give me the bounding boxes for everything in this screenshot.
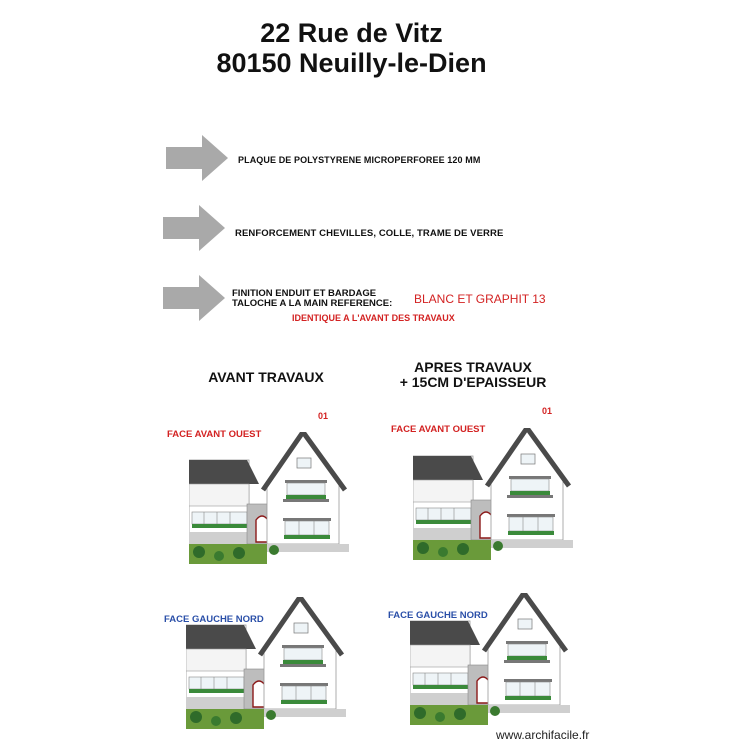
face-left-north-label-before: FACE GAUCHE NORD bbox=[164, 614, 264, 625]
arrow-icon bbox=[163, 275, 225, 321]
before-works-title: AVANT TRAVAUX bbox=[208, 369, 324, 385]
arrow-icon bbox=[163, 205, 225, 251]
marker-01-before: 01 bbox=[318, 411, 329, 421]
after-works-title-line2: + 15CM D'EPAISSEUR bbox=[399, 374, 547, 390]
finish-note: IDENTIQUE A L'AVANT DES TRAVAUX bbox=[292, 313, 455, 323]
house-front-after-illustration bbox=[413, 428, 573, 560]
address-line-1: 22 Rue de Vitz bbox=[260, 18, 443, 48]
face-front-west-label-before: FACE AVANT OUEST bbox=[167, 429, 262, 440]
legend-item-finish-line1: FINITION ENDUIT ET BARDAGE bbox=[232, 288, 377, 299]
watermark-text: www.archifacile.fr bbox=[496, 728, 590, 742]
arrow-icon bbox=[166, 135, 228, 181]
house-left-after-illustration bbox=[410, 593, 570, 725]
legend-item-insulation: PLAQUE DE POLYSTYRENE MICROPERFOREE 120 MM bbox=[238, 155, 481, 165]
legend-item-reinforcement: RENFORCEMENT CHEVILLES, COLLE, TRAME DE VERRE bbox=[235, 228, 504, 239]
finish-reference: BLANC ET GRAPHIT 13 bbox=[414, 292, 546, 306]
house-front-before-illustration bbox=[189, 432, 349, 564]
face-left-north-label-after: FACE GAUCHE NORD bbox=[388, 610, 488, 621]
legend-item-finish-line2: TALOCHE A LA MAIN REFERENCE: bbox=[232, 298, 393, 309]
after-works-title-line1: APRES TRAVAUX bbox=[414, 359, 532, 375]
face-front-west-label-after: FACE AVANT OUEST bbox=[391, 424, 486, 435]
house-left-before-illustration bbox=[186, 597, 346, 729]
marker-01-after: 01 bbox=[542, 406, 553, 416]
address-line-2: 80150 Neuilly-le-Dien bbox=[216, 48, 487, 78]
